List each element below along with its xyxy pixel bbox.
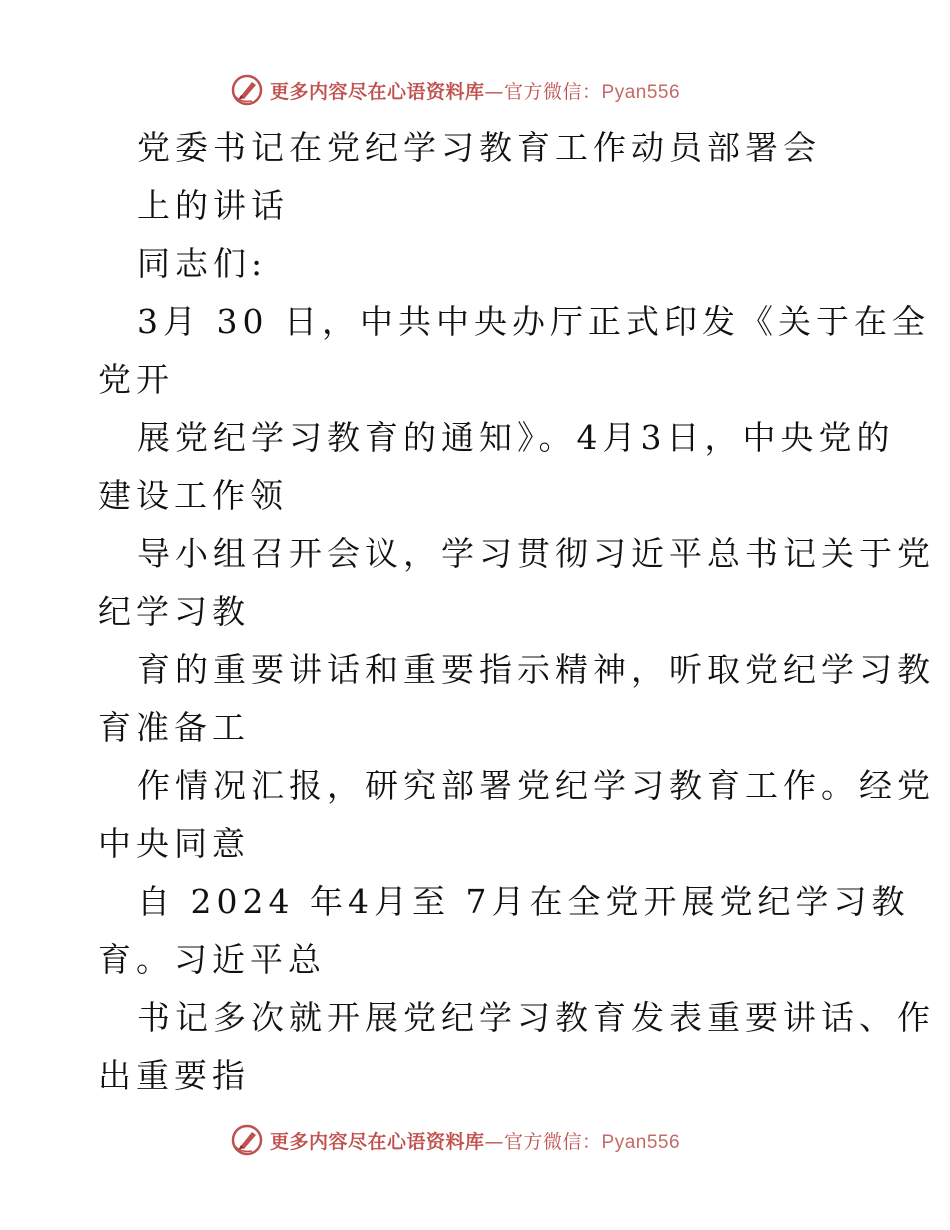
watermark-middle: —官方微信： xyxy=(484,1130,602,1153)
watermark-id: Pyan556 xyxy=(601,81,681,103)
body-line: 作情况汇报，研究部署党纪学习教育工作。经党 xyxy=(137,766,935,805)
pen-circle-logo-icon xyxy=(230,1123,264,1157)
body-line: 中央同意 xyxy=(98,824,250,863)
body-line: 自 2024 年4月至 7月在全党开展党纪学习教 xyxy=(137,882,910,921)
watermark-middle: —官方微信： xyxy=(484,80,602,103)
body-line: 导小组召开会议，学习贯彻习近平总书记关于党 xyxy=(137,534,935,573)
body-line: 纪学习教 xyxy=(98,592,250,631)
document-title-line-2: 上的讲话 xyxy=(137,186,289,225)
watermark-text xyxy=(270,77,680,104)
watermark-prefix: 更多内容尽在心语资料库 xyxy=(270,80,485,103)
watermark-id: Pyan556 xyxy=(601,1131,681,1153)
watermark-banner-top xyxy=(230,72,710,108)
pen-circle-logo-icon xyxy=(230,73,264,107)
greeting: 同志们: xyxy=(137,244,268,283)
body-line: 出重要指 xyxy=(98,1056,250,1095)
body-line: 育的重要讲话和重要指示精神，听取党纪学习教 xyxy=(137,650,935,689)
watermark-prefix: 更多内容尽在心语资料库 xyxy=(270,1130,485,1153)
body-line: 党开 xyxy=(98,360,174,399)
watermark-banner-bottom xyxy=(230,1122,710,1158)
body-line: 育。习近平总 xyxy=(98,940,326,979)
watermark-text xyxy=(270,1127,680,1154)
body-line: 育准备工 xyxy=(98,708,250,747)
body-line: 展党纪学习教育的通知》。4月3日，中央党的 xyxy=(137,418,895,457)
body-line: 3月 30 日，中共中央办厅正式印发《关于在全 xyxy=(137,302,930,341)
document-title-line-1: 党委书记在党纪学习教育工作动员部署会 xyxy=(137,128,821,167)
body-line: 书记多次就开展党纪学习教育发表重要讲话、作 xyxy=(137,998,935,1037)
body-line: 建设工作领 xyxy=(98,476,288,515)
